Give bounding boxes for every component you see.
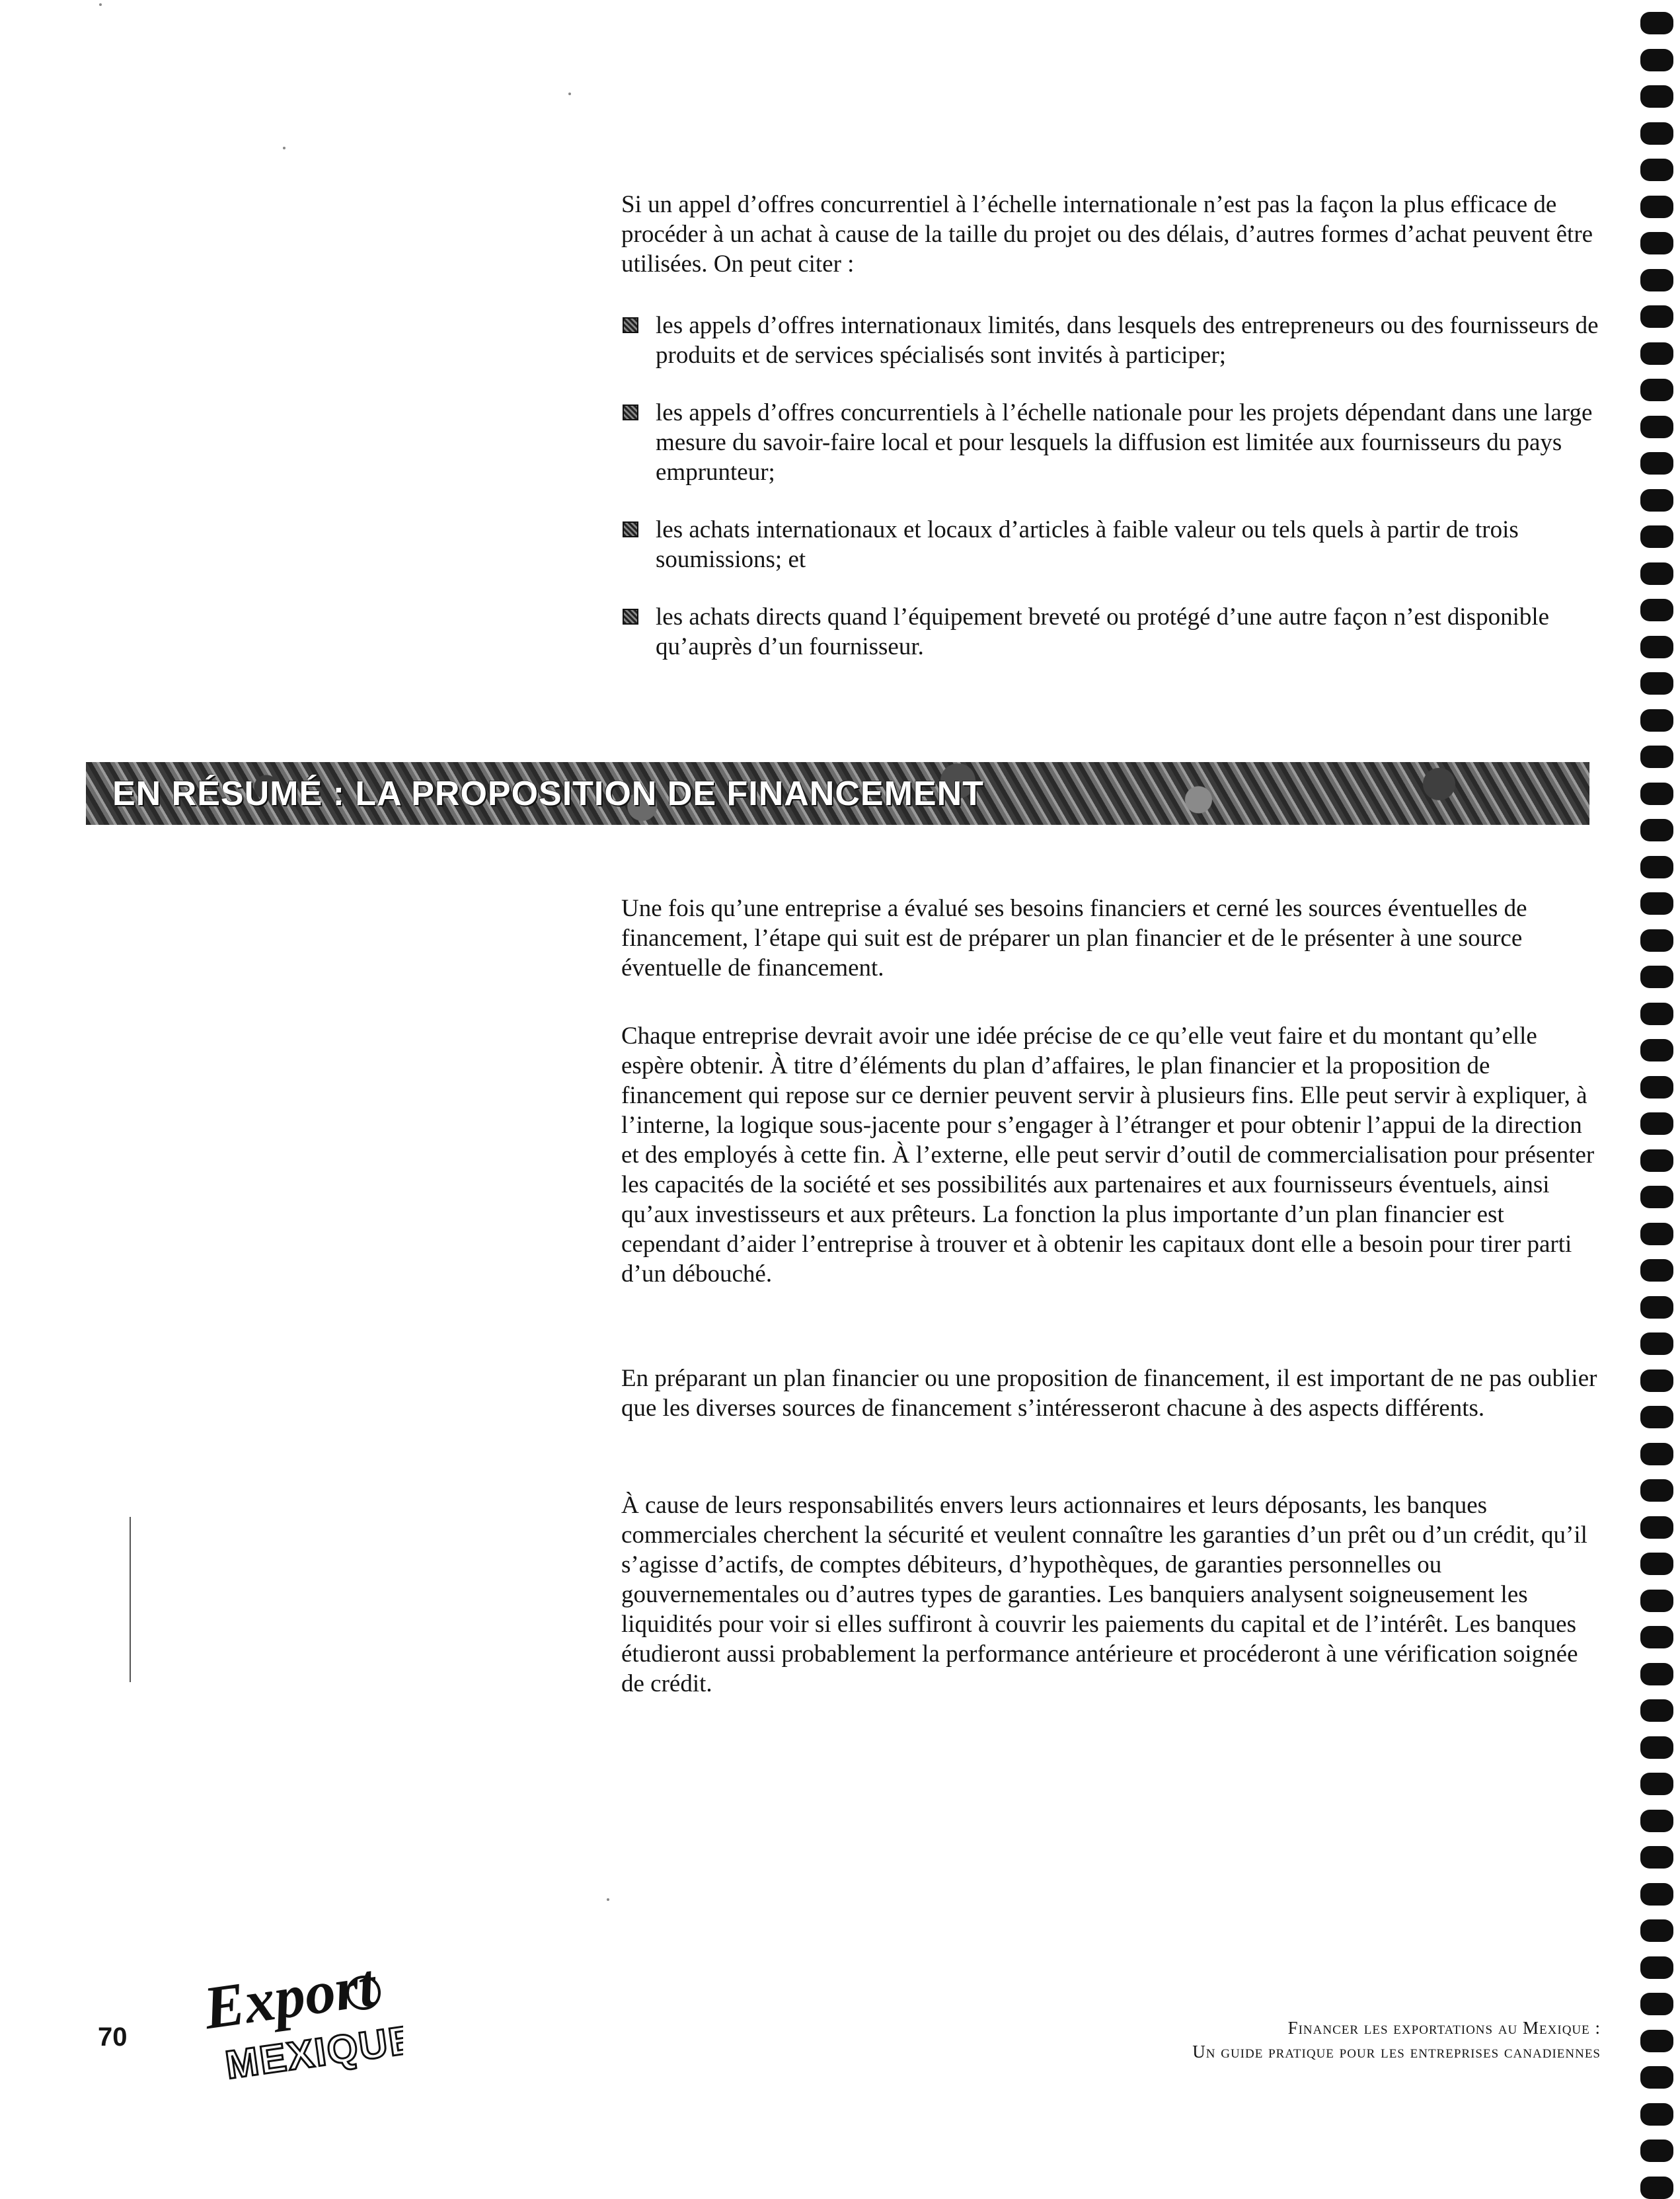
- body-paragraph: Une fois qu’une entreprise a évalué ses besoins financiers et cerné les sources éventuelles de financement, l’étape qui suit est de préparer un plan financier et de le présenter à une source éventuelle de financement.: [621, 895, 1527, 982]
- binding-ring-icon: [1640, 1112, 1673, 1135]
- list-item-text: les appels d’offres internationaux limités, dans lesquels des entrepreneurs ou des fournisseurs de produits et de services spécialisés sont invités à participer;: [656, 312, 1599, 369]
- binding-ring-icon: [1640, 1699, 1673, 1722]
- binding-ring-icon: [1640, 49, 1673, 71]
- binding-ring-icon: [1640, 1919, 1673, 1942]
- binding-ring-icon: [1640, 599, 1673, 621]
- binding-ring-icon: [1640, 562, 1673, 585]
- logo-script-text: Export: [200, 1953, 380, 2042]
- binding-ring-icon: [1640, 1186, 1673, 1208]
- body-paragraph-2-block: [621, 1021, 1599, 1289]
- binding-ring-icon: [1640, 1296, 1673, 1319]
- binding-ring-icon: [1640, 525, 1673, 548]
- body-paragraph: À cause de leurs responsabilités envers leurs actionnaires et leurs déposants, les banques commerciales cherchent la sécurité et veulent connaître les garanties d’un prêt ou d’un crédit, qu’il s’agisse d’actifs, de comptes débiteurs, d’hypothèques, de garanties personnelles ou gouvernementales ou d’autres types de garanties. Les banquiers analysent soigneusement les liquidités pour voir si elles suffiront à couvrir les paiements du capital et de l’intérêt. Les banques étudieront aussi probablement la performance antérieure et procéderont à une vérification soignée de crédit.: [621, 1492, 1587, 1697]
- binding-ring-icon: [1640, 1736, 1673, 1759]
- binding-ring-icon: [1640, 2177, 1673, 2199]
- list-item-text: les achats internationaux et locaux d’articles à faible valeur ou tels quels à partir de trois soumissions; et: [656, 516, 1519, 573]
- square-bullet-icon: [623, 521, 638, 537]
- binding-ring-icon: [1640, 1993, 1673, 2015]
- list-item-text: les appels d’offres concurrentiels à l’échelle nationale pour les projets dépendant dans une large mesure du savoir-faire local et pour lesquels la diffusion est limitée aux fournisseurs du pays emprunteur;: [656, 399, 1593, 486]
- scan-speck: [568, 93, 571, 95]
- binding-ring-icon: [1640, 1223, 1673, 1245]
- binding-ring-icon: [1640, 196, 1673, 218]
- binding-ring-icon: [1640, 1370, 1673, 1392]
- binding-ring-icon: [1640, 892, 1673, 915]
- binding-ring-icon: [1640, 2140, 1673, 2162]
- scan-speck: [99, 3, 102, 6]
- square-bullet-icon: [623, 609, 638, 625]
- export-mexique-logo: [198, 1953, 403, 2085]
- list-item: [621, 398, 1599, 487]
- binding-ring-icon: [1640, 2103, 1673, 2126]
- binding-ring-icon: [1640, 1810, 1673, 1832]
- body-paragraph-4-block: [621, 1490, 1599, 1699]
- binding-ring-icon: [1640, 636, 1673, 658]
- binding-ring-icon: [1640, 416, 1673, 438]
- binding-ring-icon: [1640, 342, 1673, 365]
- page-number: 70: [98, 2023, 128, 2052]
- binding-ring-icon: [1640, 1956, 1673, 1979]
- binding-ring-icon: [1640, 1626, 1673, 1648]
- body-paragraph: Chaque entreprise devrait avoir une idée précise de ce qu’elle veut faire et du montant qu’elle espère obtenir. À titre d’éléments du plan d’affaires, le plan financier et la proposition de financement qui repose sur ce dernier peuvent servir à plusieurs fins. Elle peut servir à expliquer, à l’interne, la logique sous-jacente pour s’engager à l’étranger et pour obtenir l’appui de la direction et des employés à cette fin. À l’externe, elle peut servir d’outil de commercialisation pour présenter les capacités de la société et ses possibilités aux partenaires et aux fournisseurs éventuels, ainsi qu’aux investisseurs et aux prêteurs. La fonction la plus importante d’un plan financier est cependant d’aider l’entreprise à trouver et à obtenir les capitaux dont elle a besoin pour tirer parti d’un débouché.: [621, 1022, 1595, 1288]
- margin-line: [130, 1517, 131, 1682]
- binding-ring-icon: [1640, 819, 1673, 841]
- binding-ring-icon: [1640, 305, 1673, 328]
- binding-ring-icon: [1640, 1149, 1673, 1172]
- binding-ring-icon: [1640, 85, 1673, 108]
- binding-ring-icon: [1640, 1590, 1673, 1612]
- section-title: EN RÉSUMÉ : LA PROPOSITION DE FINANCEMENT: [112, 775, 984, 813]
- square-bullet-icon: [623, 317, 638, 333]
- binding-ring-icon: [1640, 1663, 1673, 1685]
- running-footer: [808, 2016, 1601, 2064]
- list-item-text: les achats directs quand l’équipement breveté ou protégé d’une autre façon n’est disponible qu’auprès d’un fournisseur.: [656, 603, 1550, 660]
- binding-ring-icon: [1640, 1003, 1673, 1025]
- binding-ring-icon: [1640, 709, 1673, 732]
- binding-ring-icon: [1640, 1076, 1673, 1099]
- logo-block-text: MEXIQUE: [223, 2017, 403, 2085]
- binding-ring-icon: [1640, 1516, 1673, 1539]
- list-item: [621, 515, 1599, 574]
- bullet-list: [621, 311, 1599, 689]
- binding-ring-icon: [1640, 452, 1673, 475]
- binding-ring-icon: [1640, 12, 1673, 34]
- binding-ring-icon: [1640, 1259, 1673, 1282]
- binding-ring-icon: [1640, 159, 1673, 181]
- binding-ring-icon: [1640, 2030, 1673, 2052]
- square-bullet-icon: [623, 405, 638, 420]
- binding-ring-icon: [1640, 1883, 1673, 1906]
- intro-paragraph: Si un appel d’offres concurrentiel à l’échelle internationale n’est pas la façon la plus efficace de procéder à un achat à cause de la taille du projet ou des délais, d’autres formes d’achat peuvent être utilisées. On peut citer :: [621, 191, 1593, 278]
- binding-ring-icon: [1640, 1553, 1673, 1575]
- binding-ring-icon: [1640, 1406, 1673, 1428]
- binding-ring-icon: [1640, 379, 1673, 401]
- binding-ring-icon: [1640, 856, 1673, 878]
- binding-ring-icon: [1640, 232, 1673, 254]
- binding-ring-icon: [1640, 122, 1673, 145]
- binding-ring-icon: [1640, 1479, 1673, 1502]
- section-banner: [86, 762, 1589, 825]
- binding-ring-icon: [1640, 783, 1673, 805]
- intro-section: [621, 190, 1599, 279]
- binding-ring-icon: [1640, 1332, 1673, 1355]
- body-paragraph-3-block: [621, 1364, 1599, 1423]
- body-paragraph-1-block: [621, 894, 1599, 983]
- binding-ring-icon: [1640, 269, 1673, 291]
- binding-ring-icon: [1640, 746, 1673, 768]
- binding-ring-icon: [1640, 672, 1673, 695]
- scan-speck: [607, 1898, 609, 1901]
- footer-title-line-2: Un guide pratique pour les entreprises canadiennes: [1192, 2042, 1601, 2062]
- binding-ring-icon: [1640, 1773, 1673, 1795]
- binding-ring-icon: [1640, 489, 1673, 512]
- binding-ring-icon: [1640, 1039, 1673, 1061]
- binding-ring-icon: [1640, 929, 1673, 952]
- body-paragraph: En préparant un plan financier ou une proposition de financement, il est important de ne pas oublier que les diverses sources de financement s’intéresseront chacune à des aspects différents.: [621, 1365, 1597, 1422]
- binding-ring-icon: [1640, 2066, 1673, 2089]
- list-item: [621, 311, 1599, 370]
- binding-ring-icon: [1640, 966, 1673, 988]
- scan-speck: [283, 147, 286, 149]
- binding-ring-icon: [1640, 1846, 1673, 1869]
- spiral-binding: [1634, 0, 1680, 2198]
- footer-title-line-1: Financer les exportations au Mexique :: [1287, 2018, 1601, 2038]
- list-item: [621, 602, 1599, 662]
- binding-ring-icon: [1640, 1443, 1673, 1465]
